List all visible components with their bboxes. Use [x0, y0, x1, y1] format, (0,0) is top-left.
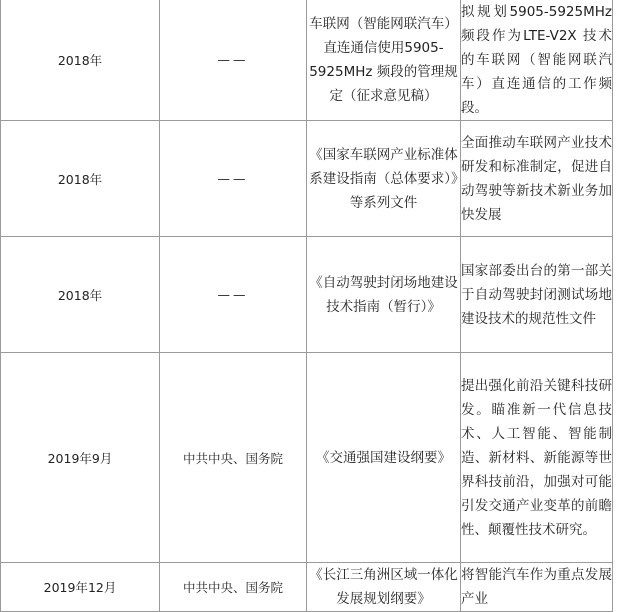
content-cell: 全面推动车联网产业技术研发和标准制定，促进自动驾驶等新技术新业务加快发展	[461, 121, 613, 237]
document-cell: 车联网（智能网联汽车）直连通信使用5905-5925MHz 频段的管理规定（征求意见稿）	[307, 0, 461, 121]
document-cell: 《自动驾驶封闭场地建设技术指南（暂行）》	[307, 237, 461, 353]
content-cell: 国家部委出台的第一部关于自动驾驶封闭测试场地建设技术的规范性文件	[461, 237, 613, 353]
issuer-cell: ——	[160, 0, 307, 121]
issuer-cell: ——	[160, 121, 307, 237]
table-row	[1, 121, 613, 237]
issuer-cell: 中共中央、国务院	[160, 353, 307, 563]
table-row	[1, 563, 613, 612]
content-cell: 提出强化前沿关键科技研发。瞄准新一代信息技术、人工智能、智能制造、新材料、新能源等世界科技前沿，加强对可能引发交通产业变革的前瞻性、颠覆性技术研究。	[461, 353, 613, 563]
content-cell: 将智能汽车作为重点发展产业	[461, 563, 613, 612]
document-cell: 《交通强国建设纲要》	[307, 353, 461, 563]
issuer-cell: 中共中央、国务院	[160, 563, 307, 612]
time-cell: 2018年	[1, 0, 160, 121]
issuer-cell: ——	[160, 237, 307, 353]
document-cell: 《国家车联网产业标准体系建设指南（总体要求）》等系列文件	[307, 121, 461, 237]
document-cell: 《长江三角洲区域一体化发展规划纲要》	[307, 563, 461, 612]
time-cell: 2019年12月	[1, 563, 160, 612]
content-cell: 拟规划5905-5925MHz 频段作为LTE-V2X 技术的车联网（智能网联汽车）直连通信的工作频段。	[461, 0, 613, 121]
time-cell: 2018年	[1, 121, 160, 237]
time-cell: 2018年	[1, 237, 160, 353]
table-row	[1, 353, 613, 563]
time-cell: 2019年9月	[1, 353, 160, 563]
table-row	[1, 237, 613, 353]
table-row	[1, 0, 613, 121]
